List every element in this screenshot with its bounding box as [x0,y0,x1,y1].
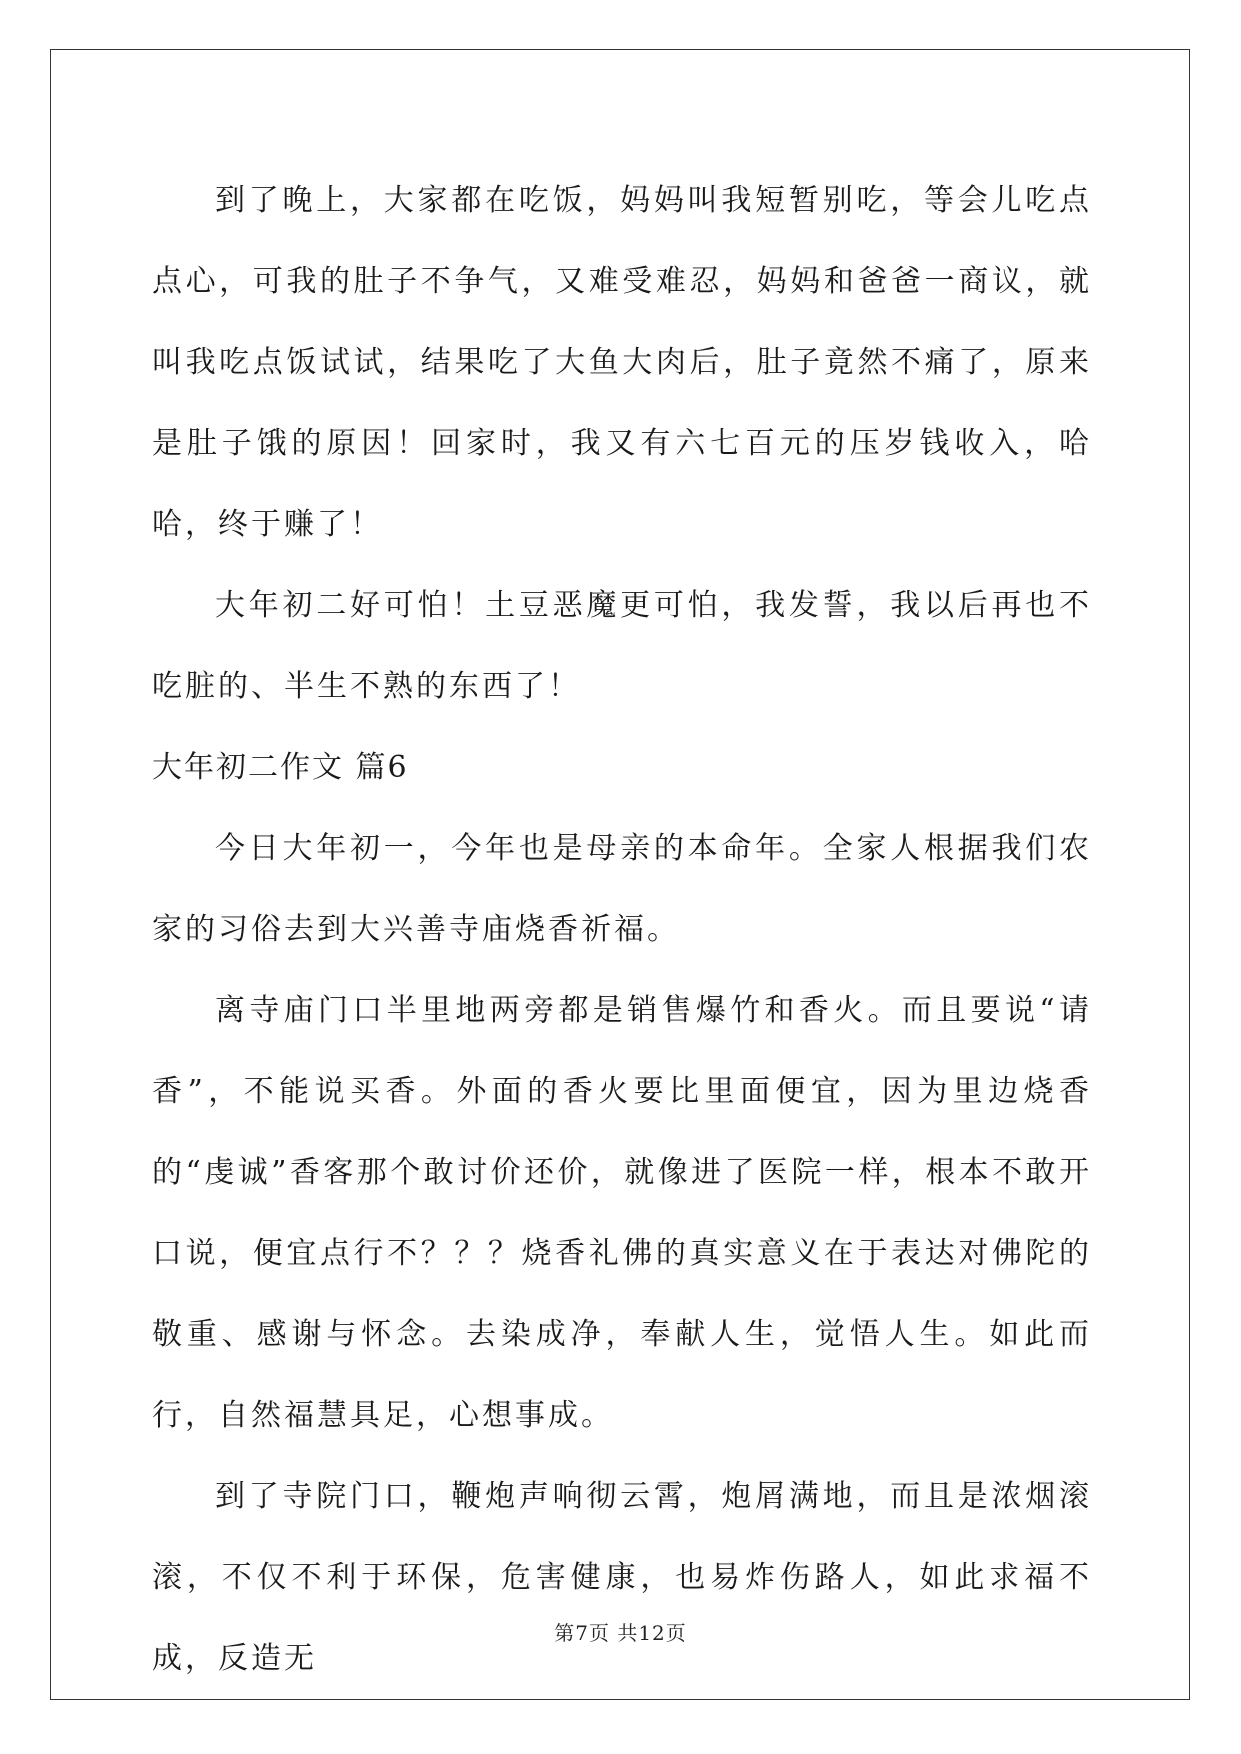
paragraph: 到了寺院门口，鞭炮声响彻云霄，炮屑满地，而且是浓烟滚滚，不仅不利于环保，危害健康，也易炸伤路人，如此求福不成，反造无 [152,1479,1092,1676]
paragraph: 离寺庙门口半里地两旁都是销售爆竹和香火。而且要说“请香”，不能说买香。外面的香火要比里面便宜，因为里边烧香的“虔诚”香客那个敢讨价还价，就像进了医院一样，根本不敢开口说，便宜点行不？？？烧香礼佛的真实意义在于表达对佛陀的敬重、感谢与怀念。去染成净，奉献人生，觉悟人生。如此而行，自然福慧具足，心想事成。 [152,993,1092,1433]
paragraph: 今日大年初一，今年也是母亲的本命年。全家人根据我们农家的习俗去到大兴善寺庙烧香祈福。 [152,831,1092,947]
paragraph: 到了晚上，大家都在吃饭，妈妈叫我短暂别吃，等会儿吃点点心，可我的肚子不争气，又难受难忍，妈妈和爸爸一商议，就叫我吃点饭试试，结果吃了大鱼大肉后，肚子竟然不痛了，原来是肚子饿的原因！回家时，我又有六七百元的压岁钱收入，哈哈，终于赚了！ [152,183,1092,542]
section-heading: 大年初二作文 篇6 [152,750,409,785]
paragraph: 大年初二好可怕！土豆恶魔更可怕，我发誓，我以后再也不吃脏的、半生不熟的东西了！ [152,588,1092,704]
page-number-footer: 第7页 共12页 [554,1621,687,1645]
document-body [152,160,1092,1699]
